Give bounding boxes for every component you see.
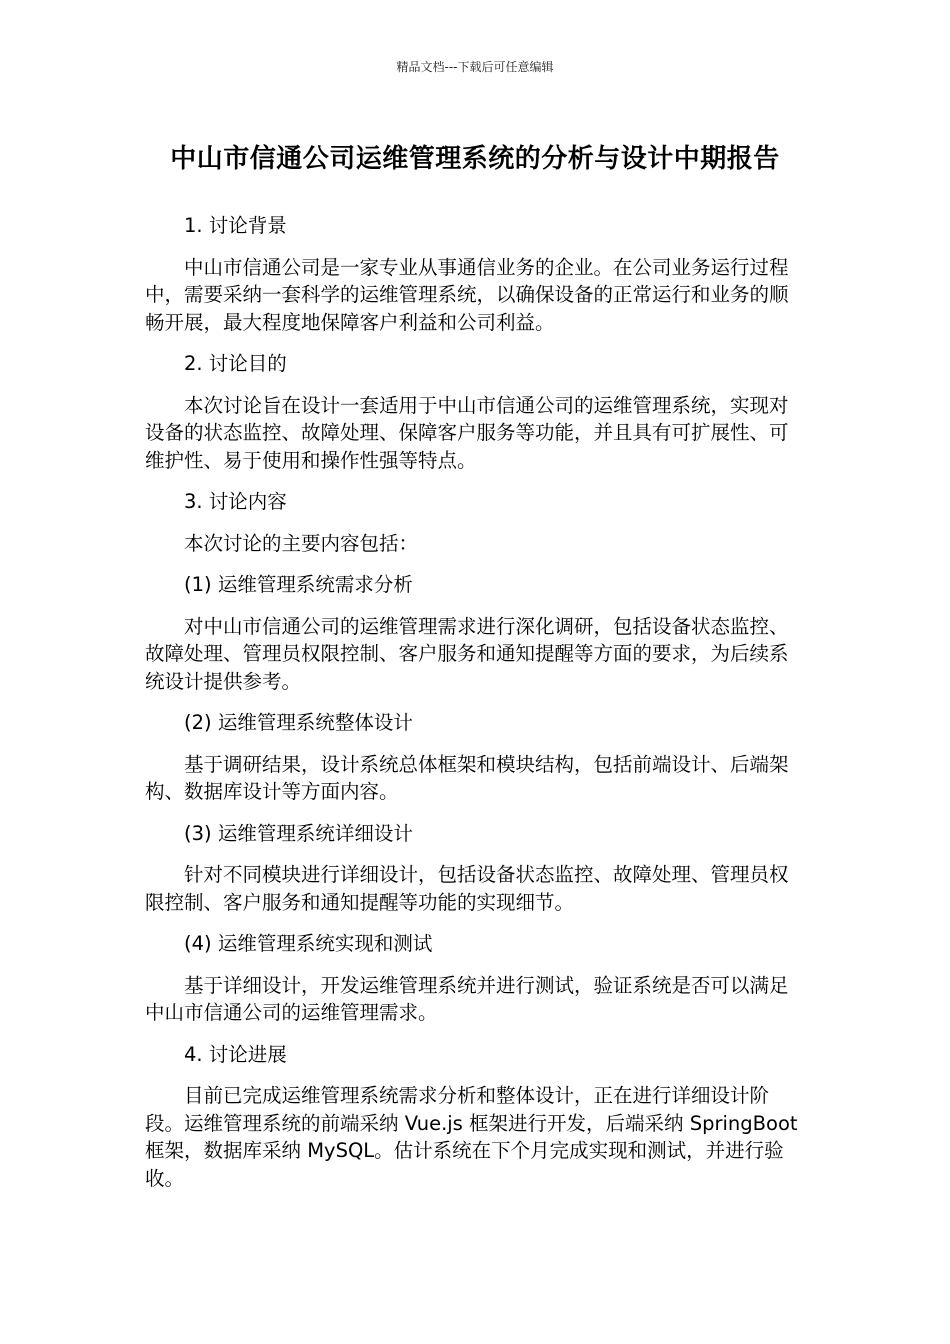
paragraph-detailed-design: 针对不同模块进行详细设计，包括设备状态监控、故障处理、管理员权限控制、客户服务和通知提醒等功能的实现细节。 — [145, 863, 789, 914]
paragraph-content-intro: 本次讨论的主要内容包括： — [184, 531, 419, 555]
section-heading-purpose: 2. 讨论目的 — [184, 352, 287, 375]
section-heading-progress: 4. 讨论进展 — [184, 1042, 287, 1066]
paragraph-overall-design: 基于调研结果，设计系统总体框架和模块结构，包括前端设计、后端架构、数据库设计等方面内容。 — [145, 752, 789, 803]
subheading-detailed-design: (3) 运维管理系统详细设计 — [184, 821, 413, 845]
paragraph-background: 中山市信通公司是一家专业从事通信业务的企业。在公司业务运行过程中，需要采纳一套科学的运维管理系统，以确保设备的正常运行和业务的顺畅开展，最大程度地保障客户利益和公司利益。 — [145, 255, 789, 334]
subheading-implementation-testing: (4) 运维管理系统实现和测试 — [184, 932, 433, 955]
paragraph-requirements-analysis: 对中山市信通公司的运维管理需求进行深化调研，包括设备状态监控、故障处理、管理员权限控制、客户服务和通知提醒等方面的要求，为后续系统设计提供参考。 — [145, 614, 789, 693]
document-title: 中山市信通公司运维管理系统的分析与设计中期报告 — [170, 144, 780, 174]
document-body — [145, 212, 805, 1206]
section-heading-content: 3. 讨论内容 — [184, 490, 287, 513]
section-heading-background: 1. 讨论背景 — [184, 214, 287, 237]
subheading-overall-design: (2) 运维管理系统整体设计 — [184, 711, 413, 734]
header-note: 精品文档---下载后可任意编辑 — [396, 60, 554, 74]
paragraph-progress: 目前已完成运维管理系统需求分析和整体设计，正在进行详细设计阶段。运维管理系统的前端采纳 Vue.js 框架进行开发，后端采纳 SpringBoot 框架，数据库采纳 MySQL。估计系统在下个月完成实现和测试，并进行验收。 — [145, 1084, 798, 1190]
paragraph-purpose: 本次讨论旨在设计一套适用于中山市信通公司的运维管理系统，实现对设备的状态监控、故障处理、保障客户服务等功能，并且具有可扩展性、可维护性、易于使用和操作性强等特点。 — [145, 393, 789, 472]
paragraph-implementation-testing: 基于详细设计，开发运维管理系统并进行测试，验证系统是否可以满足中山市信通公司的运维管理需求。 — [145, 973, 789, 1024]
subheading-requirements-analysis: (1) 运维管理系统需求分析 — [184, 573, 413, 596]
